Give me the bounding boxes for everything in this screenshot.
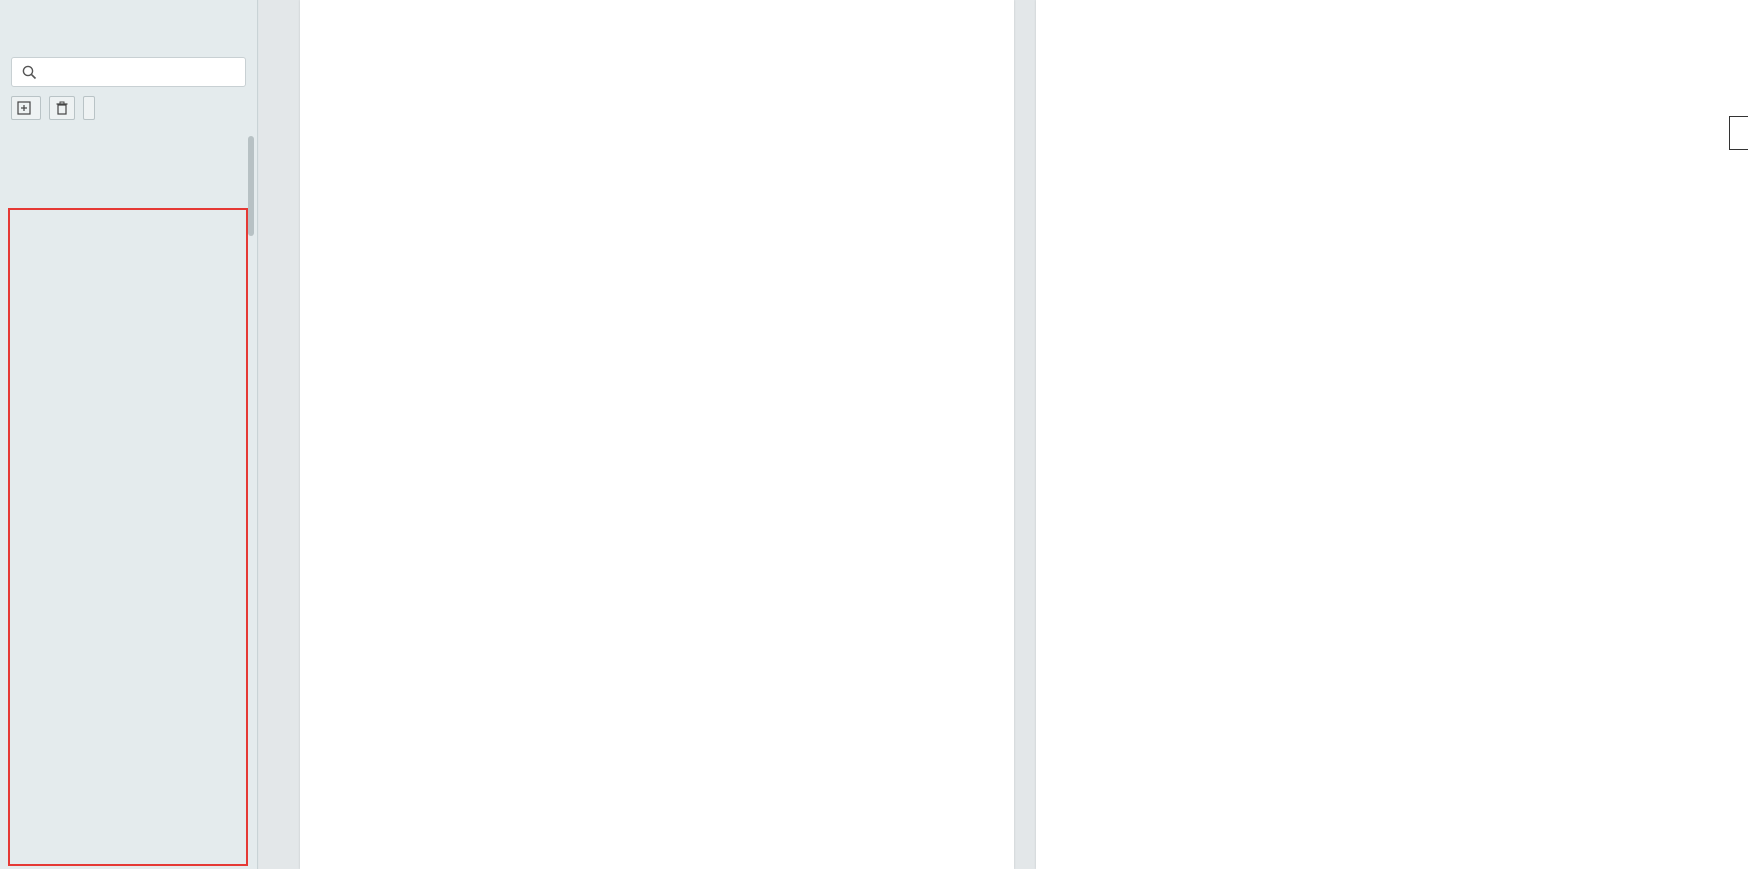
add-bookmark-icon <box>17 101 31 115</box>
close-icon[interactable] <box>224 16 244 36</box>
pdf-page-right <box>1036 0 1748 869</box>
more-options-button[interactable] <box>83 96 95 120</box>
delete-bookmark-button[interactable] <box>49 96 75 120</box>
pdf-page-left <box>300 0 1014 869</box>
document-view <box>259 0 1748 869</box>
sidebar-toolbar <box>11 96 95 122</box>
add-bookmark-button[interactable] <box>11 96 41 120</box>
side-panel-tab[interactable] <box>1729 116 1748 150</box>
bookmark-tree <box>0 136 246 869</box>
bookmark-search-box[interactable] <box>11 57 246 87</box>
sidebar-scrollbar[interactable] <box>248 136 254 236</box>
search-icon <box>22 65 37 80</box>
trash-icon <box>55 101 69 115</box>
sidebar-header <box>0 0 258 52</box>
bookmark-sidebar <box>0 0 258 869</box>
bookmark-search-input[interactable] <box>46 62 236 84</box>
